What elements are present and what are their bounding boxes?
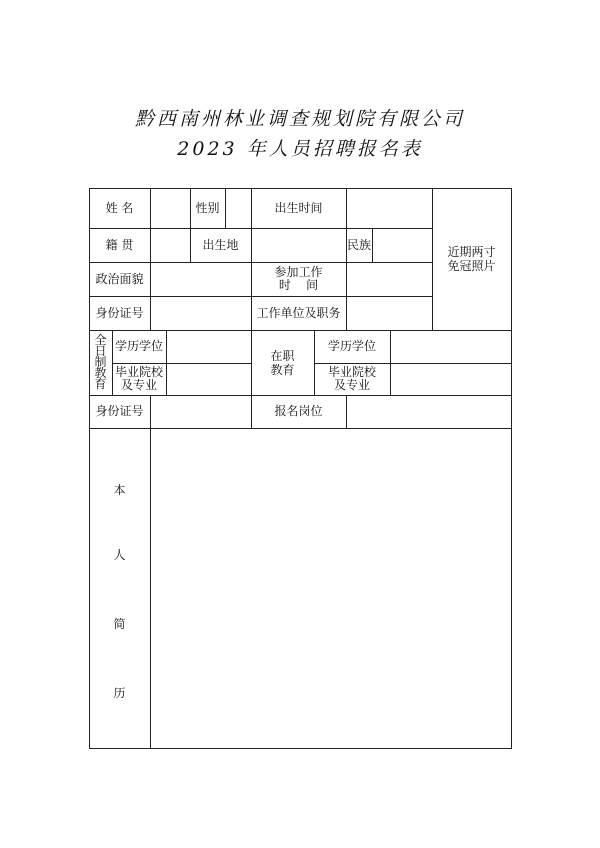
fulltime-school-label — [112, 363, 166, 395]
work-start-time-line2: 时 间 — [278, 278, 319, 292]
id-number-field[interactable] — [150, 296, 251, 330]
fulltime-char: 制 — [94, 355, 107, 369]
applied-post-label: 报名岗位 — [274, 404, 323, 418]
native-place-label: 籍 贯 — [105, 237, 134, 252]
inservice-line2: 教育 — [270, 362, 295, 377]
inservice-school-field[interactable] — [390, 363, 511, 395]
work-start-time-field[interactable] — [346, 262, 432, 296]
birth-time-field[interactable] — [346, 188, 432, 228]
fulltime-char: 育 — [94, 377, 107, 391]
native-place-field[interactable] — [150, 228, 190, 262]
inservice-degree-field[interactable] — [390, 330, 511, 363]
resume-char: 人 — [113, 547, 126, 562]
id-number-label-2: 身份证号 — [95, 404, 144, 418]
fulltime-degree-label: 学历学位 — [114, 339, 163, 353]
photo-placeholder[interactable] — [432, 188, 511, 330]
photo-label-line1: 近期两寸 — [447, 245, 496, 259]
document-subtitle: 2023 年人员招聘报名表 — [177, 138, 423, 160]
fulltime-school-line2: 及专业 — [120, 378, 157, 392]
work-unit-field[interactable] — [346, 296, 432, 330]
gender-label: 性别 — [195, 200, 220, 215]
ethnic-label: 民族 — [346, 237, 371, 252]
fulltime-char: 全 — [94, 333, 107, 347]
work-start-time-line1: 参加工作 — [274, 265, 323, 279]
inservice-school-line1: 毕业院校 — [327, 365, 376, 379]
fulltime-education-label — [89, 330, 112, 395]
resume-char: 历 — [113, 685, 126, 700]
document-title: 黔西南州林业调查规划院有限公司 — [134, 108, 465, 130]
id-number-field-2[interactable] — [150, 395, 251, 428]
table-border-right — [511, 188, 512, 749]
fulltime-school-line1: 毕业院校 — [114, 365, 163, 379]
birthplace-field[interactable] — [251, 228, 346, 262]
fulltime-char: 教 — [94, 366, 107, 380]
inservice-school-line2: 及专业 — [333, 378, 370, 392]
birthplace-label: 出生地 — [202, 237, 239, 252]
birth-time-label: 出生时间 — [274, 200, 323, 215]
inservice-school-label — [314, 363, 390, 395]
inservice-education-label — [251, 330, 314, 395]
political-status-label: 政治面貌 — [95, 271, 144, 286]
work-unit-label: 工作单位及职务 — [256, 305, 341, 320]
table-border-bottom — [89, 748, 512, 749]
work-start-time-label — [251, 262, 346, 296]
fulltime-char: 日 — [94, 344, 107, 358]
resume-char: 简 — [113, 616, 126, 631]
gender-field[interactable] — [225, 188, 251, 228]
id-number-label: 身份证号 — [95, 305, 144, 320]
name-label: 姓 名 — [105, 200, 134, 215]
inservice-line1: 在职 — [270, 348, 295, 363]
applied-post-field[interactable] — [346, 395, 511, 428]
name-field[interactable] — [150, 188, 190, 228]
fulltime-degree-field[interactable] — [166, 330, 251, 363]
ethnic-field[interactable] — [372, 228, 432, 262]
resume-field[interactable] — [150, 428, 511, 748]
political-status-field[interactable] — [150, 262, 251, 296]
inservice-degree-label: 学历学位 — [327, 339, 376, 353]
photo-label-line2: 免冠照片 — [447, 259, 496, 273]
resume-char: 本 — [113, 482, 126, 497]
fulltime-school-field[interactable] — [166, 363, 251, 395]
